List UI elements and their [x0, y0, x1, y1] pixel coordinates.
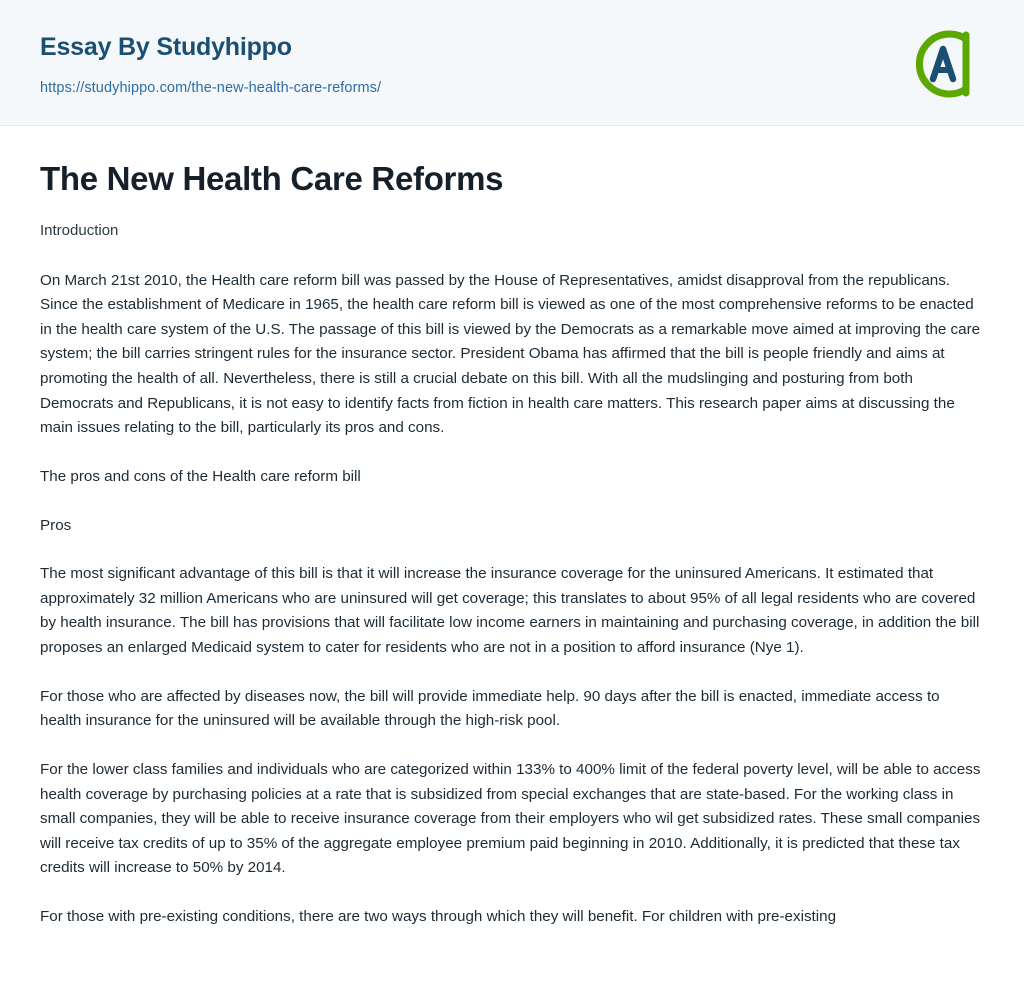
brand-title: Essay By Studyhippo — [40, 33, 292, 61]
page-title: The New Health Care Reforms — [40, 160, 504, 197]
document-body — [0, 126, 1024, 930]
paragraph-pre-existing: For those with pre-existing conditions, there are two ways through which they will benefit. For children with pre-existing — [40, 908, 837, 925]
source-url-link[interactable]: https://studyhippo.com/the-new-health-care-reforms/ — [40, 79, 382, 96]
studyhippo-a-logo-icon — [904, 25, 982, 103]
paragraph-lower-class: For the lower class families and individuals who are categorized within 133% to 400% limit of the federal poverty level, will be able to access health coverage by purchasing policies at a rate that is subsidized from special exchanges that are state-based. For the working class in small companies, they will be able to receive insurance coverage from their employers who wil get subsidized rates. These small companies will receive tax credits of up to 35% of the aggregate employee premium paid beginning in 2010. Additionally, it is predicted that these tax credits will increase to 50% by 2014. — [40, 760, 981, 877]
paragraph-coverage: The most significant advantage of this bill is that it will increase the insurance coverage for the uninsured Americans. It estimated that approximately 32 million Americans who are uninsured will get coverage; this translates to about 95% of all legal residents who are covered by health insurance. The bill has provisions that will facilitate low income earners in maintaining and purchasing coverage, in addition the bill proposes an enlarged Medicaid system to cater for residents who are not in a position to afford insurance (Nye 1). — [40, 565, 980, 656]
site-header — [0, 0, 1024, 126]
paragraph-intro: On March 21st 2010, the Health care reform bill was passed by the House of Representatives, amidst disapproval from the republicans. Since the establishment of Medicare in 1965, the health care reform bill is viewed as one of the most comprehensive reforms to be enacted in the health care system of the U.S. The passage of this bill is viewed by the Democrats as a remarkable move aimed at improving the care system; the bill carries stringent rules for the insurance sector. President Obama has affirmed that the bill is people friendly and aims at promoting the health of all. Nevertheless, there is still a crucial debate on this bill. With all the mudslinging and posturing from both Democrats and Republicans, it is not easy to identify facts from fiction in health care matters. This research paper aims at discussing the main issues relating to the bill, particularly its pros and cons. — [40, 271, 981, 437]
paragraph-immediate-help: For those who are affected by diseases now, the bill will provide immediate help. 90 days after the bill is enacted, immediate access to health insurance for the uninsured will be available through the high-risk pool. — [40, 687, 940, 730]
section-heading-pros: Pros — [40, 516, 72, 534]
section-heading-introduction: Introduction — [40, 222, 119, 239]
section-heading-pros-cons: The pros and cons of the Health care reform bill — [40, 467, 361, 485]
